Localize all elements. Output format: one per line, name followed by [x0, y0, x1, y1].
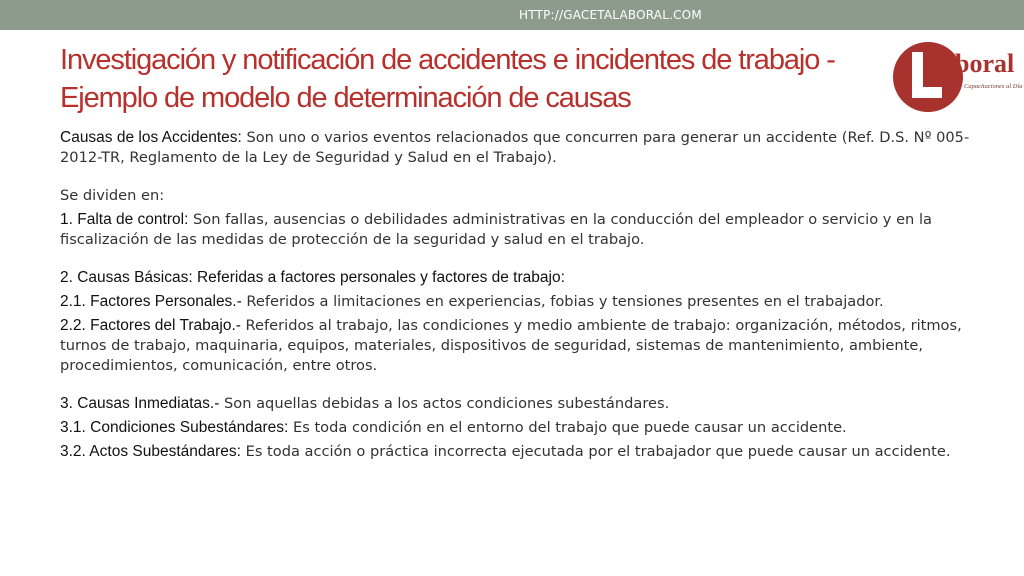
logo-text: aboral [942, 49, 1015, 78]
label-condiciones: 3.1. Condiciones Subestándares: [60, 419, 289, 436]
laboral-logo [890, 40, 1024, 114]
paragraph-intro [60, 186, 970, 206]
paragraph-causas-basicas [60, 268, 970, 288]
label-falta-control: 1. Falta de control: [60, 211, 189, 228]
text-factores-personales: Referidos a limitaciones en experiencias, fobias y tensiones presentes en el trabajador. [241, 293, 884, 310]
paragraph-factores-personales [60, 292, 970, 312]
label-actos: 3.2. Actos Subestándares: [60, 443, 241, 460]
label-factores-trabajo: 2.2. Factores del Trabajo.- [60, 317, 241, 334]
text-causas: Son uno o varios eventos relacionados que concurren para generar un accidente (Ref. D.S. Nº 005-2012-TR, Reglamento de la Ley de Seguridad y Salud en el Trabajo). [60, 129, 970, 166]
title-line-1: Investigación y notificación de accidentes e incidentes de trabajo - [60, 44, 835, 76]
label-factores-personales: 2.1. Factores Personales.- [60, 293, 242, 310]
text-factores-trabajo: Referidos al trabajo, las condiciones y medio ambiente de trabajo: organización, métodos, ritmos, turnos de trabajo, maquinaria, equipos, materiales, dispositivos de seguridad, sistemas de mantenimiento, ambiente, procedimientos, comunicación, entre otros. [60, 317, 962, 374]
paragraph-factores-trabajo [60, 316, 970, 376]
label-causas: Causas de los Accidentes: [60, 129, 242, 146]
paragraph-falta-control [60, 210, 970, 250]
top-banner [0, 0, 1024, 30]
paragraph-condiciones [60, 418, 970, 438]
slide-title [60, 41, 910, 117]
slide-body [60, 128, 970, 462]
paragraph-definition [60, 128, 970, 168]
text-se-dividen: Se dividen en: [60, 187, 165, 204]
label-causas-inmediatas: 3. Causas Inmediatas.- [60, 395, 220, 412]
site-url[interactable]: HTTP://GACETALABORAL.COM [519, 8, 702, 22]
text-condiciones: Es toda condición en el entorno del trabajo que puede causar un accidente. [288, 419, 847, 436]
paragraph-actos [60, 442, 970, 462]
label-causas-basicas: 2. Causas Básicas: Referidas a factores personales y factores de trabajo: [60, 269, 565, 286]
text-causas-inmediatas: Son aquellas debidas a los actos condiciones subestándares. [219, 395, 670, 412]
text-actos: Es toda acción o práctica incorrecta ejecutada por el trabajador que puede causar un accidente. [240, 443, 951, 460]
paragraph-causas-inmediatas [60, 394, 970, 414]
logo-tagline: Capacitaciones al Día [964, 83, 1023, 90]
text-falta-control: Son fallas, ausencias o debilidades administrativas en la conducción del empleador o servicio y en la fiscalización de las medidas de protección de la seguridad y salud en el trabajo. [60, 211, 932, 248]
title-line-2: Ejemplo de modelo de determinación de causas [60, 82, 631, 114]
